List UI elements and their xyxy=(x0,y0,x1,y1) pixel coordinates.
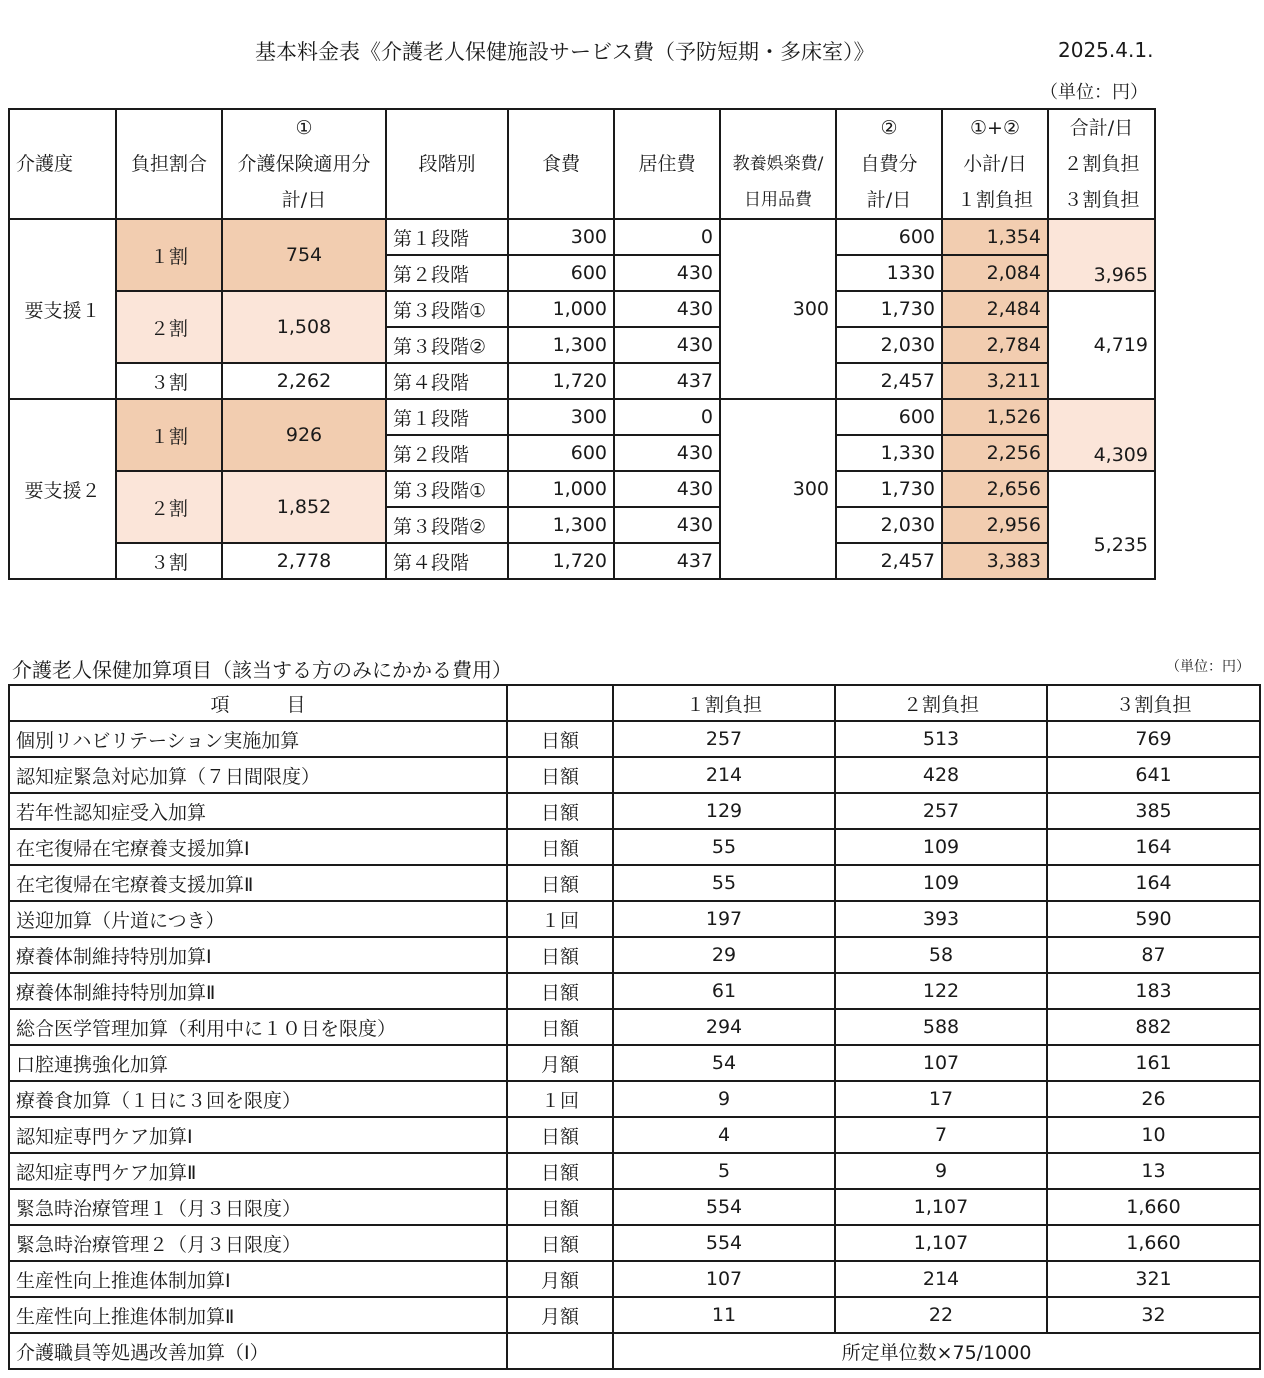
item-cell: 送迎加算（片道につき） xyxy=(9,901,507,937)
wari1-cell: 61 xyxy=(613,973,835,1009)
item-cell: 総合医学管理加算（利用中に１０日を限度） xyxy=(9,1009,507,1045)
ratio-cell: ３割 xyxy=(116,543,222,579)
wari1-cell: 5 xyxy=(613,1153,835,1189)
self-cell: 2,457 xyxy=(836,543,942,579)
total-3wari-cell: 5,235 xyxy=(1048,471,1155,579)
hobby-cell: 300 xyxy=(720,219,836,399)
unit-cell: 日額 xyxy=(507,1153,613,1189)
table-row-last xyxy=(9,1333,1260,1369)
unit-cell: １回 xyxy=(507,1081,613,1117)
meal-cell: 600 xyxy=(508,255,614,291)
header-hobby-line1: 教養娯楽費/ xyxy=(732,154,824,174)
table-row xyxy=(9,219,1155,255)
item-cell: 療養体制維持特別加算Ⅱ xyxy=(9,973,507,1009)
residence-cell: 0 xyxy=(614,219,720,255)
item-cell: 生産性向上推進体制加算Ⅰ xyxy=(9,1261,507,1297)
self-cell: 2,030 xyxy=(836,327,942,363)
header-subtotal-line1: ①+② xyxy=(970,117,1020,139)
wari3-cell: 26 xyxy=(1047,1081,1260,1117)
header-total xyxy=(1048,109,1155,219)
table-row xyxy=(9,1297,1260,1333)
self-cell: 1,330 xyxy=(836,435,942,471)
item-cell: 療養食加算（１日に３回を限度） xyxy=(9,1081,507,1117)
header-insurance xyxy=(222,109,386,219)
ratio-cell: ２割 xyxy=(116,471,222,543)
insurance-cell: 1,508 xyxy=(222,291,386,363)
unit-cell: 日額 xyxy=(507,973,613,1009)
document-date: 2025.4.1. xyxy=(1058,38,1154,62)
wari2-cell: 107 xyxy=(835,1045,1047,1081)
header-residence: 居住費 xyxy=(614,109,720,219)
insurance-cell: 926 xyxy=(222,399,386,471)
wari3-cell: 385 xyxy=(1047,793,1260,829)
header-insurance-line3: 計/日 xyxy=(281,189,327,211)
item-cell: 緊急時治療管理１（月３日限度） xyxy=(9,1189,507,1225)
residence-cell: 430 xyxy=(614,471,720,507)
table-row xyxy=(9,543,1155,579)
item-cell: 個別リハビリテーション実施加算 xyxy=(9,721,507,757)
hobby-cell: 300 xyxy=(720,399,836,579)
stage-cell: 第３段階② xyxy=(386,327,508,363)
residence-cell: 430 xyxy=(614,507,720,543)
unit-cell: 日額 xyxy=(507,865,613,901)
meal-cell: 1,300 xyxy=(508,327,614,363)
self-cell: 2,457 xyxy=(836,363,942,399)
table-row xyxy=(9,1261,1260,1297)
ratio-cell: ３割 xyxy=(116,363,222,399)
wari1-cell: 554 xyxy=(613,1189,835,1225)
unit-cell xyxy=(507,1333,613,1369)
wari1-cell: 29 xyxy=(613,937,835,973)
table-row xyxy=(9,1225,1260,1261)
table-row xyxy=(9,757,1260,793)
stage-cell: 第３段階① xyxy=(386,291,508,327)
basic-fee-table xyxy=(8,108,1156,580)
care-level-cell: 要支援１ xyxy=(9,219,116,399)
header-1wari: １割負担 xyxy=(613,685,835,721)
stage-cell: 第２段階 xyxy=(386,435,508,471)
wari2-cell: 109 xyxy=(835,865,1047,901)
meal-cell: 1,720 xyxy=(508,543,614,579)
stage-cell: 第４段階 xyxy=(386,543,508,579)
wari2-cell: 58 xyxy=(835,937,1047,973)
wari2-cell: 7 xyxy=(835,1117,1047,1153)
unit-cell: 日額 xyxy=(507,793,613,829)
wari3-cell: 1,660 xyxy=(1047,1189,1260,1225)
wari2-cell: 122 xyxy=(835,973,1047,1009)
table-row xyxy=(9,1189,1260,1225)
wari1-cell: 197 xyxy=(613,901,835,937)
additional-fee-table xyxy=(8,684,1261,1370)
wari3-cell: 161 xyxy=(1047,1045,1260,1081)
table-row xyxy=(9,1045,1260,1081)
header-item: 項 目 xyxy=(9,685,507,721)
unit-cell: 月額 xyxy=(507,1045,613,1081)
self-cell: 1330 xyxy=(836,255,942,291)
meal-cell: 300 xyxy=(508,399,614,435)
residence-cell: 437 xyxy=(614,363,720,399)
ratio-cell: １割 xyxy=(116,219,222,291)
subtotal-cell: 3,211 xyxy=(942,363,1048,399)
unit-cell: 日額 xyxy=(507,721,613,757)
residence-cell: 430 xyxy=(614,435,720,471)
wari1-cell: 11 xyxy=(613,1297,835,1333)
self-cell: 1,730 xyxy=(836,291,942,327)
item-cell: 介護職員等処遇改善加算（Ⅰ） xyxy=(9,1333,507,1369)
wari3-cell: 164 xyxy=(1047,829,1260,865)
item-cell: 在宅復帰在宅療養支援加算Ⅰ xyxy=(9,829,507,865)
unit-cell: 月額 xyxy=(507,1261,613,1297)
header-3wari: ３割負担 xyxy=(1047,685,1260,721)
wari2-cell: 428 xyxy=(835,757,1047,793)
page-title: 基本料金表《介護老人保健施設サービス費（予防短期・多床室）》 xyxy=(255,40,875,64)
wari1-cell: 214 xyxy=(613,757,835,793)
wari2-cell: 513 xyxy=(835,721,1047,757)
wari2-cell: 109 xyxy=(835,829,1047,865)
wari3-cell: 590 xyxy=(1047,901,1260,937)
header-total-line1: 合計/日 xyxy=(1069,117,1134,139)
stage-cell: 第３段階② xyxy=(386,507,508,543)
insurance-cell: 2,778 xyxy=(222,543,386,579)
meal-cell: 600 xyxy=(508,435,614,471)
header-care-level: 介護度 xyxy=(9,109,116,219)
wari2-cell: 9 xyxy=(835,1153,1047,1189)
table-row xyxy=(9,937,1260,973)
header-meal: 食費 xyxy=(508,109,614,219)
wari2-cell: 214 xyxy=(835,1261,1047,1297)
unit-cell: 日額 xyxy=(507,1117,613,1153)
self-cell: 2,030 xyxy=(836,507,942,543)
unit-cell: 日額 xyxy=(507,757,613,793)
header-subtotal-line2: 小計/日 xyxy=(963,153,1027,175)
table-row xyxy=(9,1009,1260,1045)
header-self-line3: 計/日 xyxy=(866,189,912,211)
total-2wari-cell: 4,309 xyxy=(1048,399,1155,471)
subtotal-cell: 2,656 xyxy=(942,471,1048,507)
subtotal-cell: 2,784 xyxy=(942,327,1048,363)
stage-cell: 第４段階 xyxy=(386,363,508,399)
item-cell: 療養体制維持特別加算Ⅰ xyxy=(9,937,507,973)
wari2-cell: 17 xyxy=(835,1081,1047,1117)
residence-cell: 437 xyxy=(614,543,720,579)
header-2wari: ２割負担 xyxy=(835,685,1047,721)
header-total-line3: ３割負担 xyxy=(1063,189,1140,211)
meal-cell: 300 xyxy=(508,219,614,255)
item-cell: 認知症緊急対応加算（７日間限度） xyxy=(9,757,507,793)
unit-label: （単位：円） xyxy=(1040,82,1148,103)
table-row xyxy=(9,973,1260,1009)
table-row xyxy=(9,865,1260,901)
item-cell: 認知症専門ケア加算Ⅱ xyxy=(9,1153,507,1189)
header-row xyxy=(9,685,1260,721)
wari2-cell: 257 xyxy=(835,793,1047,829)
subtotal-cell: 2,256 xyxy=(942,435,1048,471)
stage-cell: 第１段階 xyxy=(386,399,508,435)
wari2-cell: 1,107 xyxy=(835,1225,1047,1261)
header-burden-ratio: 負担割合 xyxy=(116,109,222,219)
residence-cell: 430 xyxy=(614,255,720,291)
wari2-cell: 588 xyxy=(835,1009,1047,1045)
table-row xyxy=(9,291,1155,327)
header-total-line2: ２割負担 xyxy=(1063,153,1140,175)
section-title: 介護老人保健加算項目（該当する方のみにかかる費用） xyxy=(12,658,512,682)
self-cell: 1,730 xyxy=(836,471,942,507)
unit-cell: 日額 xyxy=(507,1009,613,1045)
header-subtotal xyxy=(942,109,1048,219)
table-row xyxy=(9,793,1260,829)
header-self xyxy=(836,109,942,219)
subtotal-cell: 2,956 xyxy=(942,507,1048,543)
stage-cell: 第３段階① xyxy=(386,471,508,507)
wari1-cell: 107 xyxy=(613,1261,835,1297)
ratio-cell: ２割 xyxy=(116,291,222,363)
item-cell: 認知症専門ケア加算Ⅰ xyxy=(9,1117,507,1153)
table-row xyxy=(9,1081,1260,1117)
header-self-line1: ② xyxy=(880,117,898,139)
meal-cell: 1,000 xyxy=(508,291,614,327)
header-insurance-line2: 介護保険適用分 xyxy=(237,153,371,175)
unit-cell: 日額 xyxy=(507,1225,613,1261)
header-insurance-line1: ① xyxy=(295,117,313,139)
item-cell: 在宅復帰在宅療養支援加算Ⅱ xyxy=(9,865,507,901)
header-row xyxy=(9,109,1155,219)
residence-cell: 430 xyxy=(614,327,720,363)
unit-cell: 日額 xyxy=(507,937,613,973)
total-3wari-cell: 4,719 xyxy=(1048,291,1155,399)
wari1-cell: 257 xyxy=(613,721,835,757)
wari3-cell: 10 xyxy=(1047,1117,1260,1153)
wari3-cell: 32 xyxy=(1047,1297,1260,1333)
table-row xyxy=(9,721,1260,757)
wari3-cell: 321 xyxy=(1047,1261,1260,1297)
stage-cell: 第２段階 xyxy=(386,255,508,291)
wari2-cell: 1,107 xyxy=(835,1189,1047,1225)
wari1-cell: 554 xyxy=(613,1225,835,1261)
wari1-cell: 55 xyxy=(613,865,835,901)
wari1-cell: 55 xyxy=(613,829,835,865)
table-row xyxy=(9,363,1155,399)
wari1-cell: 54 xyxy=(613,1045,835,1081)
wari3-cell: 769 xyxy=(1047,721,1260,757)
care-level-cell: 要支援２ xyxy=(9,399,116,579)
wari2-cell: 393 xyxy=(835,901,1047,937)
unit-cell: 日額 xyxy=(507,829,613,865)
residence-cell: 430 xyxy=(614,291,720,327)
wari3-cell: 87 xyxy=(1047,937,1260,973)
table-row xyxy=(9,829,1260,865)
unit-cell: 日額 xyxy=(507,1189,613,1225)
wari1-cell: 4 xyxy=(613,1117,835,1153)
header-stage: 段階別 xyxy=(386,109,508,219)
formula-cell: 所定単位数×75/1000 xyxy=(613,1333,1260,1369)
unit-label-small: （単位：円） xyxy=(1166,659,1250,675)
table-row xyxy=(9,471,1155,507)
meal-cell: 1,000 xyxy=(508,471,614,507)
residence-cell: 0 xyxy=(614,399,720,435)
insurance-cell: 2,262 xyxy=(222,363,386,399)
unit-cell: １回 xyxy=(507,901,613,937)
header-hobby-line2: 日用品費 xyxy=(744,190,812,210)
subtotal-cell: 3,383 xyxy=(942,543,1048,579)
ratio-cell: １割 xyxy=(116,399,222,471)
table-row xyxy=(9,1117,1260,1153)
header-self-line2: 自費分 xyxy=(860,153,918,175)
wari3-cell: 164 xyxy=(1047,865,1260,901)
item-cell: 口腔連携強化加算 xyxy=(9,1045,507,1081)
insurance-cell: 1,852 xyxy=(222,471,386,543)
subtotal-cell: 2,484 xyxy=(942,291,1048,327)
wari3-cell: 183 xyxy=(1047,973,1260,1009)
wari1-cell: 294 xyxy=(613,1009,835,1045)
table-row xyxy=(9,901,1260,937)
subtotal-cell: 2,084 xyxy=(942,255,1048,291)
meal-cell: 1,300 xyxy=(508,507,614,543)
insurance-cell: 754 xyxy=(222,219,386,291)
table-row xyxy=(9,1153,1260,1189)
meal-cell: 1,720 xyxy=(508,363,614,399)
wari3-cell: 1,660 xyxy=(1047,1225,1260,1261)
unit-cell: 月額 xyxy=(507,1297,613,1333)
wari3-cell: 641 xyxy=(1047,757,1260,793)
subtotal-cell: 1,526 xyxy=(942,399,1048,435)
stage-cell: 第１段階 xyxy=(386,219,508,255)
wari2-cell: 22 xyxy=(835,1297,1047,1333)
wari1-cell: 9 xyxy=(613,1081,835,1117)
header-hobby xyxy=(720,109,836,219)
subtotal-cell: 1,354 xyxy=(942,219,1048,255)
self-cell: 600 xyxy=(836,219,942,255)
table-row xyxy=(9,399,1155,435)
header-unit xyxy=(507,685,613,721)
total-2wari-cell: 3,965 xyxy=(1048,219,1155,291)
wari1-cell: 129 xyxy=(613,793,835,829)
item-cell: 若年性認知症受入加算 xyxy=(9,793,507,829)
wari3-cell: 13 xyxy=(1047,1153,1260,1189)
item-cell: 生産性向上推進体制加算Ⅱ xyxy=(9,1297,507,1333)
self-cell: 600 xyxy=(836,399,942,435)
wari3-cell: 882 xyxy=(1047,1009,1260,1045)
item-cell: 緊急時治療管理２（月３日限度） xyxy=(9,1225,507,1261)
header-subtotal-line3: １割負担 xyxy=(956,189,1033,211)
